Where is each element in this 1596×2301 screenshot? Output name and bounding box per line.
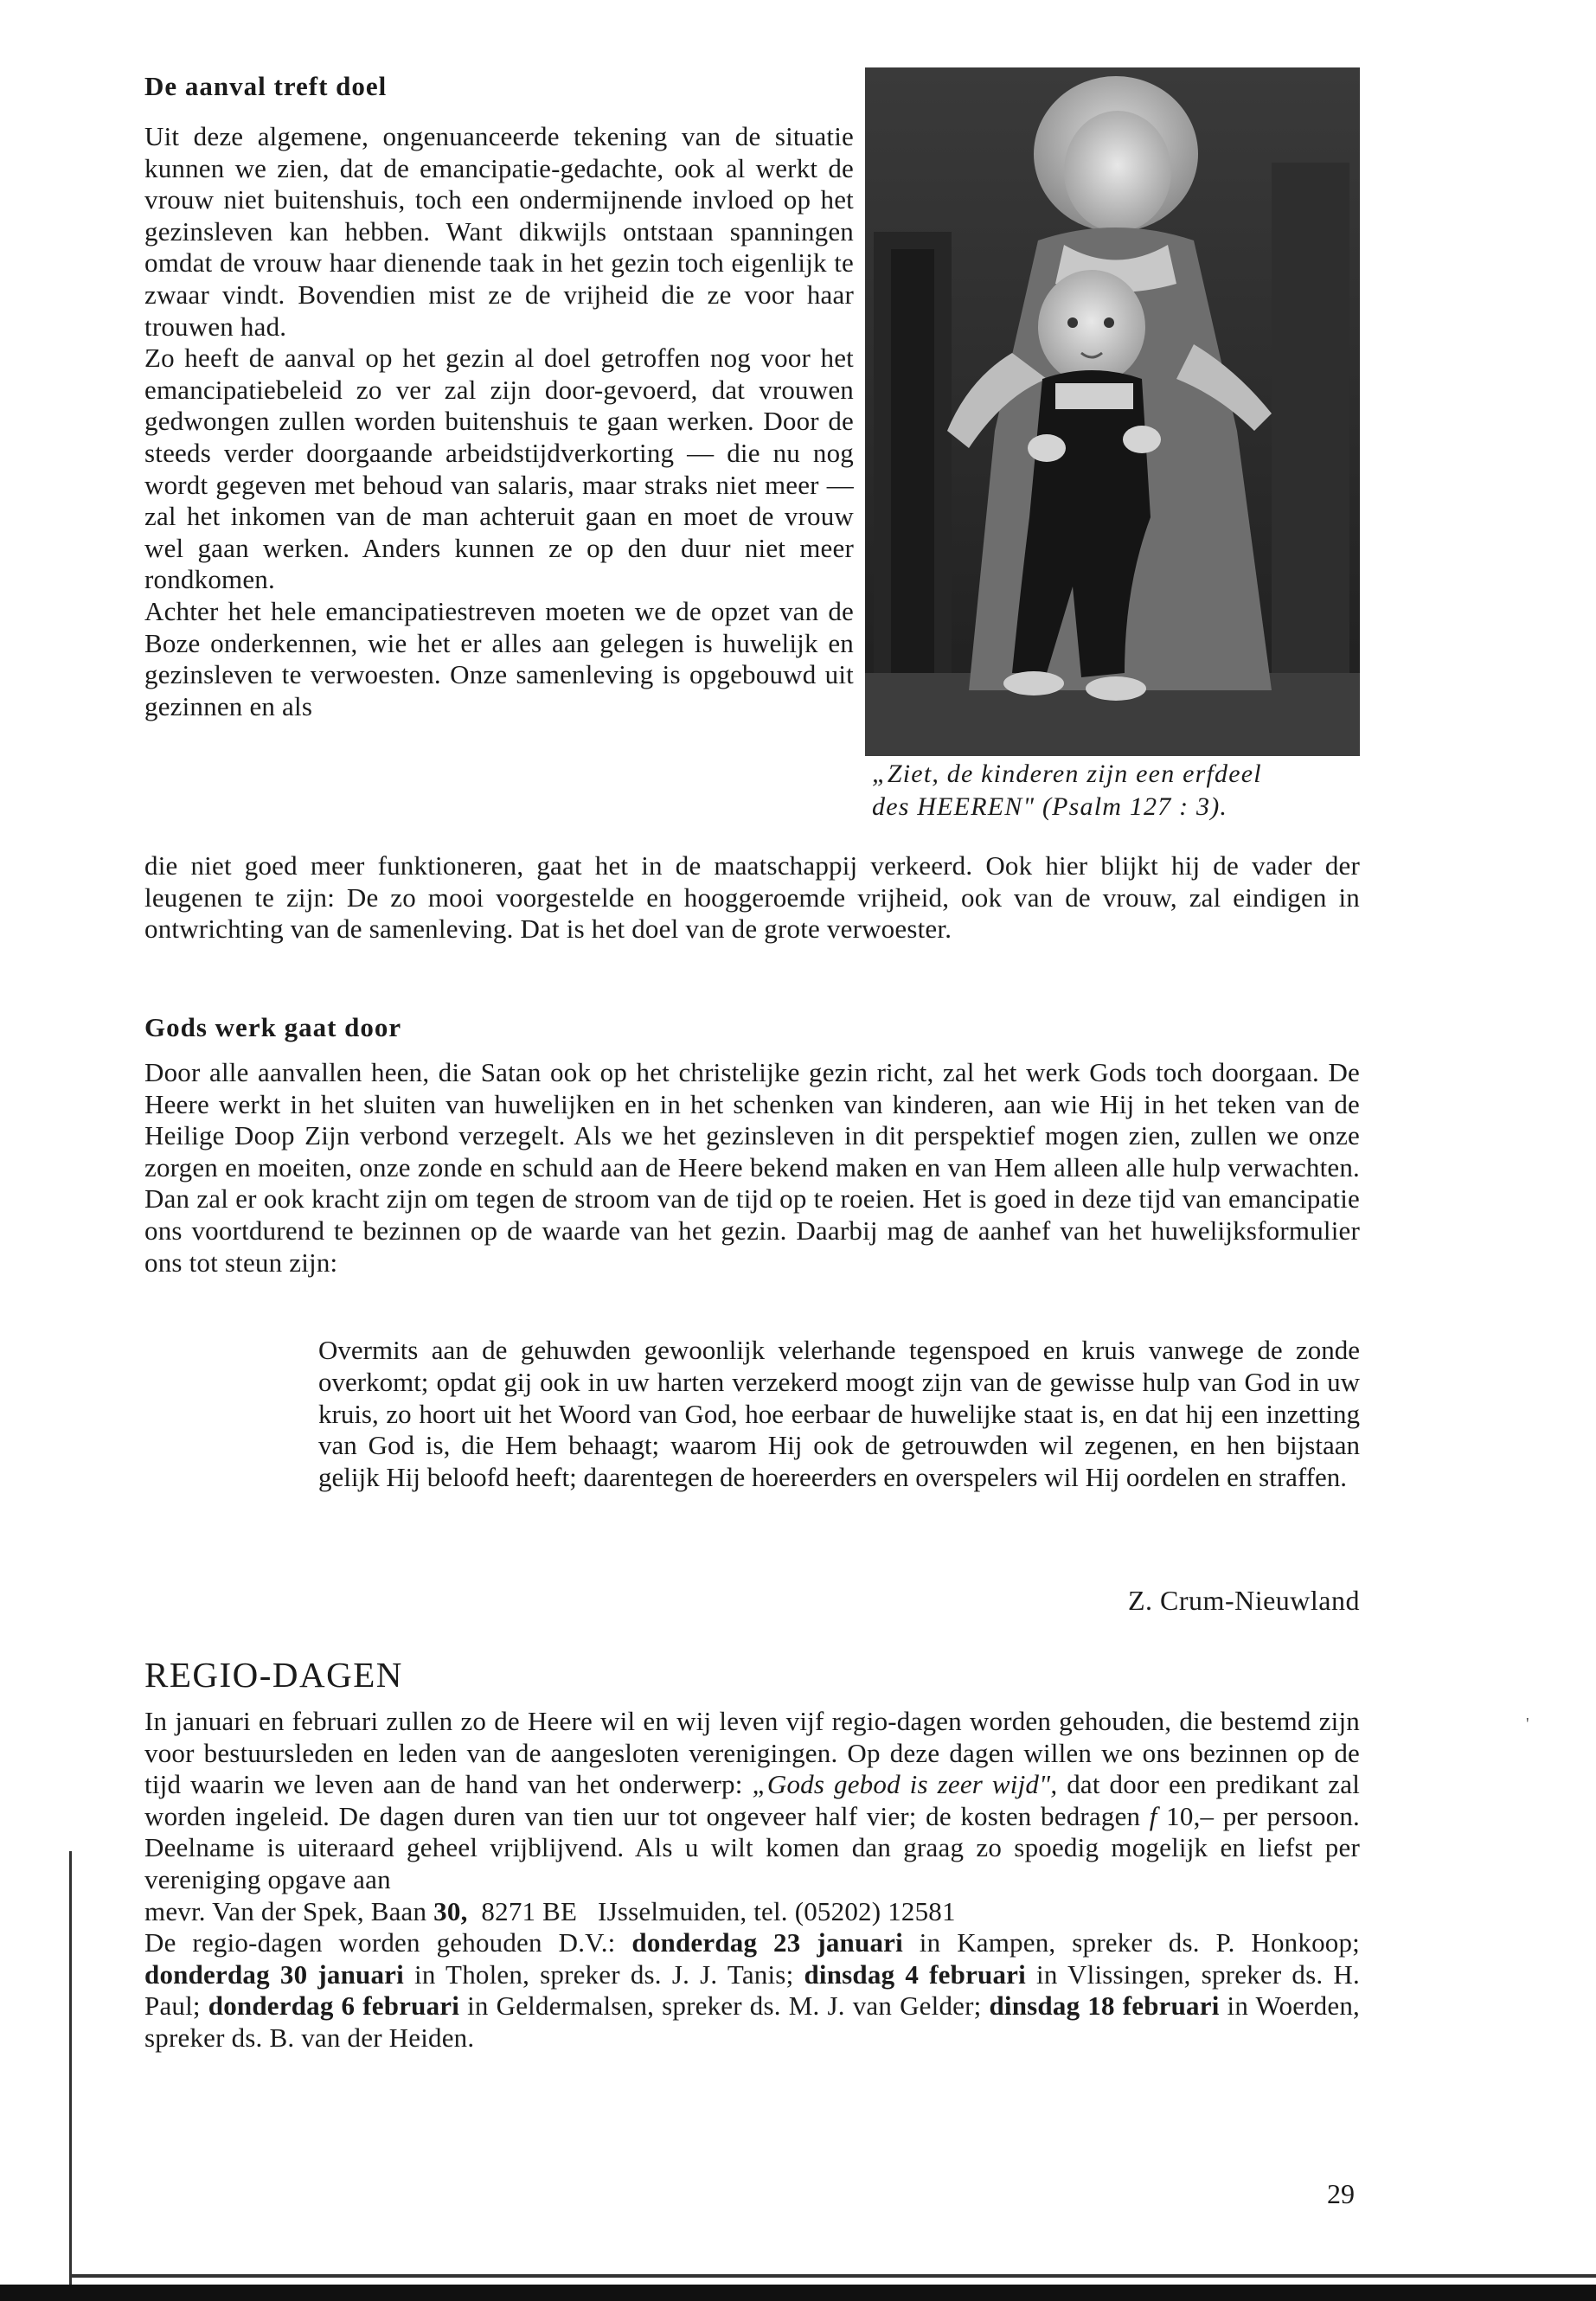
date-2: donderdag 30 januari xyxy=(144,1958,404,1990)
paragraph: Uit deze algemene, ongenuanceerde tekening van de situatie kunnen we zien, dat de emancipatie-gedachte, ook al werkt de vrouw niet buitenshuis, toch een ondermijnende invloed op het gezinsleven kan hebben. Want dikwijls ontstaan spanningen omdat de vrouw haar dienende taak in het gezin toch eigenlijk te zwaar vindt. Bovendien mist ze de vrijheid die ze voor haar trouwen had. xyxy=(144,121,854,342)
text-span: in Woerden, spreker ds. B. van der Heiden. xyxy=(144,1990,1360,2053)
text-span: 8271 BE IJsselmuiden, tel. (05202) 12581 xyxy=(467,1895,956,1926)
regio-announcement xyxy=(144,1706,1360,2054)
text-span: 10,– per persoon. Deelname is uiteraard geheel vrijblijvend. Als u wilt komen dan graag zo spoedig mogelijk en liefst per vereniging opgave aan xyxy=(144,1800,1360,1894)
scan-speck: ' xyxy=(1526,1715,1529,1734)
scan-edge-line xyxy=(69,1851,72,2301)
text-span: in Vlissingen, spreker ds. H. Paul; xyxy=(144,1958,1360,2022)
text-span: in Tholen, spreker ds. J. J. Tanis; xyxy=(403,1958,804,1990)
scan-bottom-border xyxy=(0,2285,1596,2301)
section1-narrow-text xyxy=(144,121,854,722)
caption-line: des HEEREN" (Psalm 127 : 3). xyxy=(872,792,1228,821)
paragraph: Achter het hele emancipatiestreven moeten we de opzet van de Boze onderkennen, wie het er alles aan gelegen is huwelijk en gezinsleven te verwoesten. Onze samenleving is opgebouwd uit gezinnen en als xyxy=(144,595,854,721)
caption-line: „Ziet, de kinderen zijn een erfdeel xyxy=(872,760,1262,788)
block-quote: Overmits aan de gehuwden gewoonlijk velerhande tegenspoed en kruis vanwege de zonde overkomt; opdat gij ook in uw harten verzekerd moogt zijn van de gewisse hulp van God in uw kruis, zo hoort uit het Woord van God, hoe eerbaar de huwelijke staat is, en dat hij een inzetting van God is, die Hem behaagt; waarom Hij ook de getrouwden wil zegenen, en hen bijstaan gelijk Hij beloofd heeft; daarentegen de hoereerders en overspelers wil Hij oordelen en straffen. xyxy=(318,1335,1360,1493)
page-number: 29 xyxy=(1327,2178,1355,2209)
scan-edge-line xyxy=(69,2274,1596,2278)
date-1: donderdag 23 januari xyxy=(631,1927,903,1958)
text-span: In januari en februari zullen zo de Heere wil en wij leven vijf regio-dagen worden gehouden, die bestemd zijn voor bestuursleden en leden van de aangesloten verenigingen. Op deze dagen willen we ons bezinnen op de tijd waarin we leven aan de hand van het onderwerp: xyxy=(144,1706,1360,1800)
text-span: dat door een predikant zal worden ingeleid. De dagen duren van tien uur tot ongeveer half vier; de kosten bedragen xyxy=(144,1769,1361,1831)
schedule-paragraph xyxy=(144,1927,1360,2054)
text-span: in Kampen, spreker ds. P. Honkoop; xyxy=(902,1927,1360,1958)
section1-continuation: die niet goed meer funktioneren, gaat het in de maatschappij verkeerd. Ook hier blijkt hij de vader der leugenen te zijn: De zo mooi voorgestelde en hooggeroemde vrijheid, ook van de vrouw, zal eindigen in ontwrichting van de samenleving. Dat is het doel van de grote verwoester. xyxy=(144,850,1360,945)
section-title-regio: REGIO-DAGEN xyxy=(144,1655,403,1695)
section-heading-aanval: De aanval treft doel xyxy=(144,71,388,101)
author-signature: Z. Crum-Nieuwland xyxy=(1128,1585,1360,1616)
text-span: in Geldermalsen, spreker ds. M. J. van Gelder; xyxy=(459,1990,990,2022)
section-heading-gods-werk: Gods werk gaat door xyxy=(144,1012,402,1042)
house-number: 30, xyxy=(433,1895,468,1926)
date-3: dinsdag 4 februari xyxy=(804,1958,1026,1990)
text-span: De regio-dagen worden gehouden D.V.: xyxy=(144,1927,632,1958)
children-photo-icon xyxy=(865,67,1360,756)
address-line xyxy=(144,1896,1360,1928)
regio-paragraph xyxy=(144,1706,1360,1896)
topic-title: „Gods gebod is zeer wijd", xyxy=(752,1769,1058,1800)
date-5: dinsdag 18 februari xyxy=(989,1990,1220,2022)
paragraph: Zo heeft de aanval op het gezin al doel getroffen nog voor het emancipatiebeleid zo ver zal zijn door-gevoerd, dat vrouwen gedwongen zullen worden buitenshuis te gaan werken. Door de steeds verder doorgaande arbeidstijdverkorting — die nu nog wordt gegeven met behoud van salaris, maar straks niet meer — zal het inkomen van de man achteruit gaan en moet de vrouw wel gaan werken. Anders kunnen ze op den duur niet meer rondkomen. xyxy=(144,343,854,595)
section2-paragraph: Door alle aanvallen heen, die Satan ook op het christelijke gezin richt, zal het werk Gods toch doorgaan. De Heere werkt in het sluiten van huwelijken en in het schenken van kinderen, aan wie Hij in het teken van de Heilige Doop Zijn verbond verzegelt. Als we het gezinsleven in dit perspektief mogen zien, zullen we onze zorgen en moeiten, onze zonde en schuld aan de Heere bekend maken en van Hem alleen alle hulp verwachten. Dan zal er ook kracht zijn om tegen de stroom van de tijd op te roeien. Het is goed in deze tijd van emancipatie ons voortdurend te bezinnen op de waarde van het gezin. Daarbij mag de aanhef van het huwelijksformulier ons tot steun zijn: xyxy=(144,1057,1360,1278)
photo-caption xyxy=(872,758,1365,824)
children-photo xyxy=(865,67,1360,756)
currency-symbol: f xyxy=(1149,1800,1157,1831)
date-4: donderdag 6 februari xyxy=(208,1990,460,2022)
text-span: mevr. Van der Spek, Baan xyxy=(144,1895,434,1926)
